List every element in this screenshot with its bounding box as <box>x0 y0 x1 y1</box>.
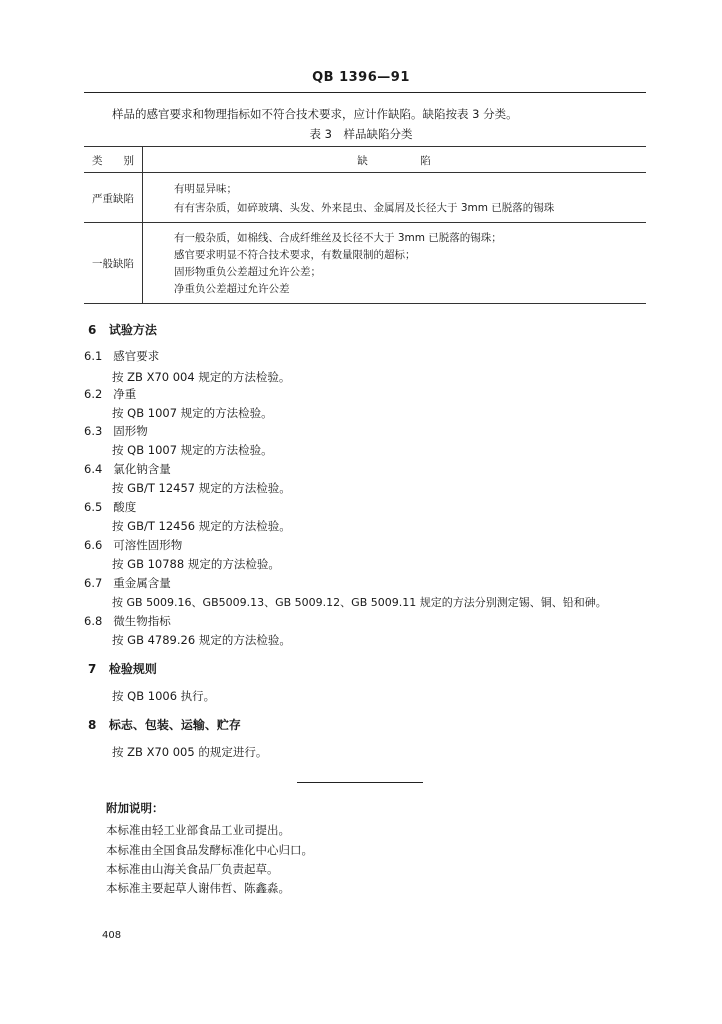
subsection-title: 净重 <box>113 387 137 401</box>
table-row-item: 有一般杂质，如棉线、合成纤维丝及长径不大于 3mm 已脱落的锡珠； <box>174 232 502 244</box>
subsection-title: 可溶性固形物 <box>113 538 183 552</box>
table-row-category: 一般缺陷 <box>92 258 134 270</box>
table-row-item: 有有害杂质，如碎玻璃、头发、外来昆虫、金属屑及长径大于 3mm 已脱落的锡珠 <box>174 202 555 214</box>
intro-paragraph: 样品的感官要求和物理指标如不符合技术要求，应计作缺陷。缺陷按表 3 分类。 <box>112 107 518 121</box>
section-title: 检验规则 <box>108 662 157 676</box>
section-title: 试验方法 <box>108 323 157 337</box>
subsection-heading <box>84 575 171 591</box>
table-column-rule <box>142 146 143 303</box>
subsection-title: 固形物 <box>113 424 148 438</box>
subsection-number: 6.5 <box>84 500 103 514</box>
table-row-item: 感官要求明显不符合技术要求，有数量限制的超标； <box>174 249 416 261</box>
table-row-rule <box>84 222 646 223</box>
subsection-number: 6.8 <box>84 614 103 628</box>
subsection-number: 6.2 <box>84 387 103 401</box>
subsection-heading <box>84 461 171 477</box>
subsection-heading <box>84 613 171 629</box>
notes-line: 本标准由全国食品发酵标准化中心归口。 <box>106 843 313 857</box>
notes-title: 附加说明： <box>106 801 164 815</box>
section-heading <box>88 716 241 733</box>
subsection-heading <box>84 499 136 515</box>
document-code: QB 1396—91 <box>312 70 410 85</box>
notes-line: 本标准由山海关食品厂负责起草。 <box>106 862 279 876</box>
subsection-text: 按 GB 10788 规定的方法检验。 <box>112 557 280 571</box>
section-number: 6 <box>88 323 97 337</box>
subsection-heading <box>84 348 159 364</box>
subsection-number: 6.1 <box>84 349 103 363</box>
subsection-title: 微生物指标 <box>113 614 171 628</box>
subsection-title: 感官要求 <box>113 349 160 363</box>
subsection-number: 6.7 <box>84 576 103 590</box>
table-row-item: 有明显异味； <box>174 183 237 195</box>
table-row-item: 固形物重负公差超过允许公差； <box>174 266 321 278</box>
notes-divider <box>297 782 423 783</box>
subsection-title: 酸度 <box>113 500 137 514</box>
notes-line: 本标准由轻工业部食品工业司提出。 <box>106 823 290 837</box>
section-heading <box>88 660 157 677</box>
section-number: 7 <box>88 662 97 676</box>
table-head-defect: 缺 陷 <box>357 155 431 167</box>
subsection-number: 6.6 <box>84 538 103 552</box>
subsection-heading <box>84 423 148 439</box>
subsection-number: 6.4 <box>84 462 103 476</box>
section-number: 8 <box>88 718 97 732</box>
header-rule <box>84 92 646 93</box>
table-row-category: 严重缺陷 <box>92 193 134 205</box>
subsection-heading <box>84 386 136 402</box>
section-heading <box>88 321 157 338</box>
subsection-title: 氯化钠含量 <box>113 462 171 476</box>
subsection-text: 按 QB 1007 规定的方法检验。 <box>112 443 273 457</box>
notes-line: 本标准主要起草人谢伟哲、陈鑫淼。 <box>106 881 290 895</box>
subsection-number: 6.3 <box>84 424 103 438</box>
subsection-heading <box>84 537 182 553</box>
table-bottom-rule <box>84 303 646 304</box>
table-head-category: 类 别 <box>92 155 134 167</box>
subsection-text: 按 GB/T 12456 规定的方法检验。 <box>112 519 291 533</box>
subsection-text: 按 GB/T 12457 规定的方法检验。 <box>112 481 291 495</box>
table-caption: 表 3 样品缺陷分类 <box>309 127 413 141</box>
subsection-text: 按 ZB X70 004 规定的方法检验。 <box>112 370 291 384</box>
table-head-rule <box>84 172 646 173</box>
subsection-text: 按 QB 1007 规定的方法检验。 <box>112 406 273 420</box>
table-top-rule <box>84 146 646 147</box>
subsection-text: 按 GB 5009.16、GB5009.13、GB 5009.12、GB 5009.11 规定的方法分别测定锡、铜、铅和砷。 <box>112 596 607 609</box>
section-title: 标志、包装、运输、贮存 <box>108 718 241 732</box>
page-number: 408 <box>102 930 122 941</box>
section-text: 按 QB 1006 执行。 <box>112 689 216 703</box>
table-row-item: 净重负公差超过允许公差 <box>174 283 290 295</box>
section-text: 按 ZB X70 005 的规定进行。 <box>112 745 268 759</box>
subsection-title: 重金属含量 <box>113 576 171 590</box>
subsection-text: 按 GB 4789.26 规定的方法检验。 <box>112 633 291 647</box>
